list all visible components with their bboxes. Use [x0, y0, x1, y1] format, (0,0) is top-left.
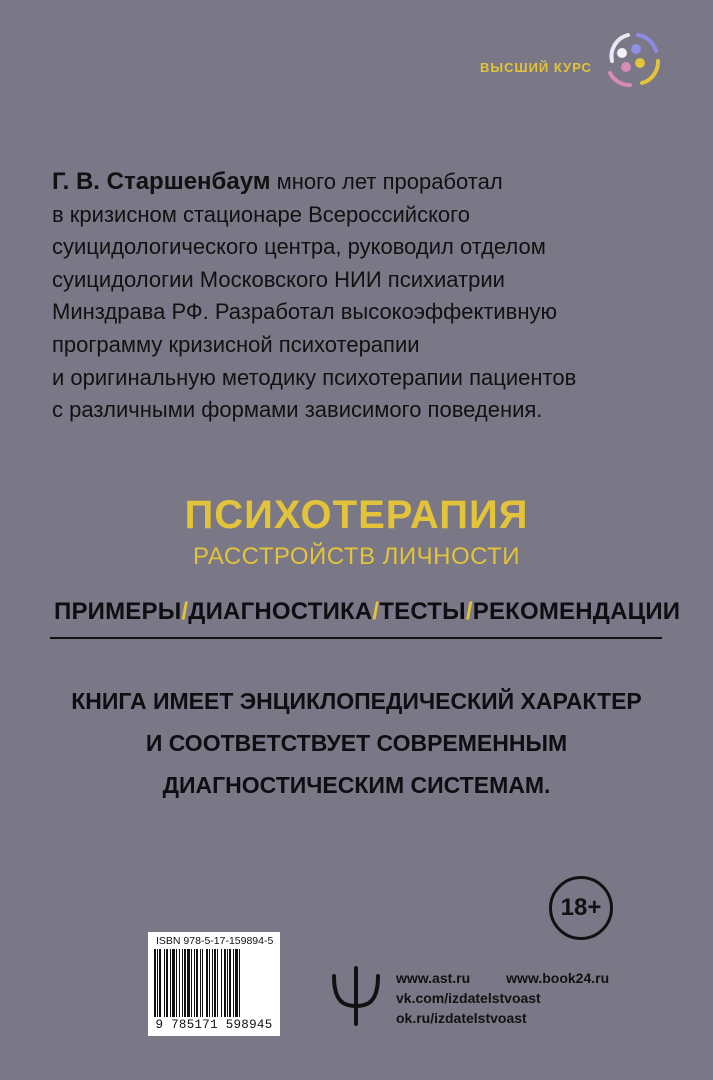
tagline-line: ДИАГНОСТИЧЕСКИМ СИСТЕМАМ. — [162, 772, 551, 798]
topic-separator: / — [181, 598, 189, 625]
barcode-bar — [184, 949, 186, 1017]
tagline-line: И СООТВЕТСТВУЕТ СОВРЕМЕННЫМ — [145, 730, 568, 756]
isbn-text: ISBN 978-5-17-159894-5 — [156, 935, 274, 947]
author-bio — [52, 166, 672, 427]
author-name: Г. В. Старшенбаум — [52, 168, 271, 195]
barcode-bar — [202, 949, 203, 1017]
tagline — [0, 680, 713, 806]
barcode-bar — [224, 949, 226, 1017]
colored-dots-circle-icon — [598, 27, 664, 91]
barcode-bar — [170, 949, 171, 1017]
barcode-bar — [212, 949, 213, 1017]
social-link[interactable]: vk.com/izdatelstvoast — [396, 990, 541, 1006]
barcode-bars — [152, 949, 276, 1017]
publisher-links — [396, 968, 609, 1028]
barcode-bar — [154, 949, 156, 1017]
barcode-bar — [239, 949, 240, 1017]
barcode-bar — [214, 949, 216, 1017]
bio-line: с различными формами зависимого поведения. — [52, 397, 543, 423]
barcode-bar — [229, 949, 231, 1017]
topic: РЕКОМЕНДАЦИИ — [472, 598, 681, 625]
topics-line — [54, 598, 680, 626]
barcode-bar — [235, 949, 238, 1017]
barcode-bar — [233, 949, 234, 1017]
bio-line: суицидологического центра, руководил отделом — [52, 234, 546, 260]
barcode-bar — [182, 949, 183, 1017]
topic: ТЕСТЫ — [379, 598, 466, 625]
barcode-bar — [200, 949, 201, 1017]
barcode-bar — [172, 949, 175, 1017]
barcode-bar — [206, 949, 208, 1017]
bio-line: и оригинальную методику психотерапии пациентов — [52, 364, 577, 390]
barcode-digits: 9 785171 598945 — [155, 1018, 273, 1032]
topic: ПРИМЕРЫ — [54, 598, 182, 625]
barcode-bar — [196, 949, 198, 1017]
age-rating-badge: 18+ — [549, 876, 613, 940]
topic: ДИАГНОСТИКА — [188, 598, 373, 625]
bio-line: Минздрава РФ. Разработал высокоэффективную — [52, 299, 558, 325]
bio-line: в кризисном стационаре Всероссийского — [52, 201, 470, 227]
book-subtitle: РАССТРОЙСТВ ЛИЧНОСТИ — [192, 543, 521, 570]
barcode-bar — [159, 949, 161, 1017]
bio-line: программу кризисной психотерапии — [52, 331, 420, 357]
barcode-bar — [179, 949, 180, 1017]
barcode-bar — [221, 949, 222, 1017]
barcode-bar — [191, 949, 192, 1017]
website-link[interactable]: www.book24.ru — [506, 970, 610, 986]
topic-separator: / — [465, 598, 473, 625]
barcode-bar — [157, 949, 158, 1017]
bio-line: много лет проработал — [276, 169, 503, 194]
social-link[interactable]: ok.ru/izdatelstvoast — [396, 1010, 527, 1026]
barcode-bar — [217, 949, 218, 1017]
barcode-bar — [166, 949, 168, 1017]
barcode-bar — [164, 949, 165, 1017]
barcode-bar — [187, 949, 190, 1017]
bio-line: суицидологии Московского НИИ психиатрии — [52, 266, 505, 292]
topic-separator: / — [372, 598, 380, 625]
book-title: ПСИХОТЕРАПИЯ — [184, 493, 529, 537]
barcode-bar — [176, 949, 177, 1017]
tagline-line: КНИГА ИМЕЕТ ЭНЦИКЛОПЕДИЧЕСКИЙ ХАРАКТЕР — [71, 688, 642, 714]
barcode-bar — [209, 949, 210, 1017]
psi-icon — [330, 966, 382, 1026]
barcode — [148, 932, 280, 1036]
barcode-bar — [194, 949, 195, 1017]
divider — [50, 637, 662, 639]
website-link[interactable]: www.ast.ru — [396, 970, 471, 986]
series-label: ВЫСШИЙ КУРС — [480, 60, 592, 75]
barcode-bar — [227, 949, 228, 1017]
